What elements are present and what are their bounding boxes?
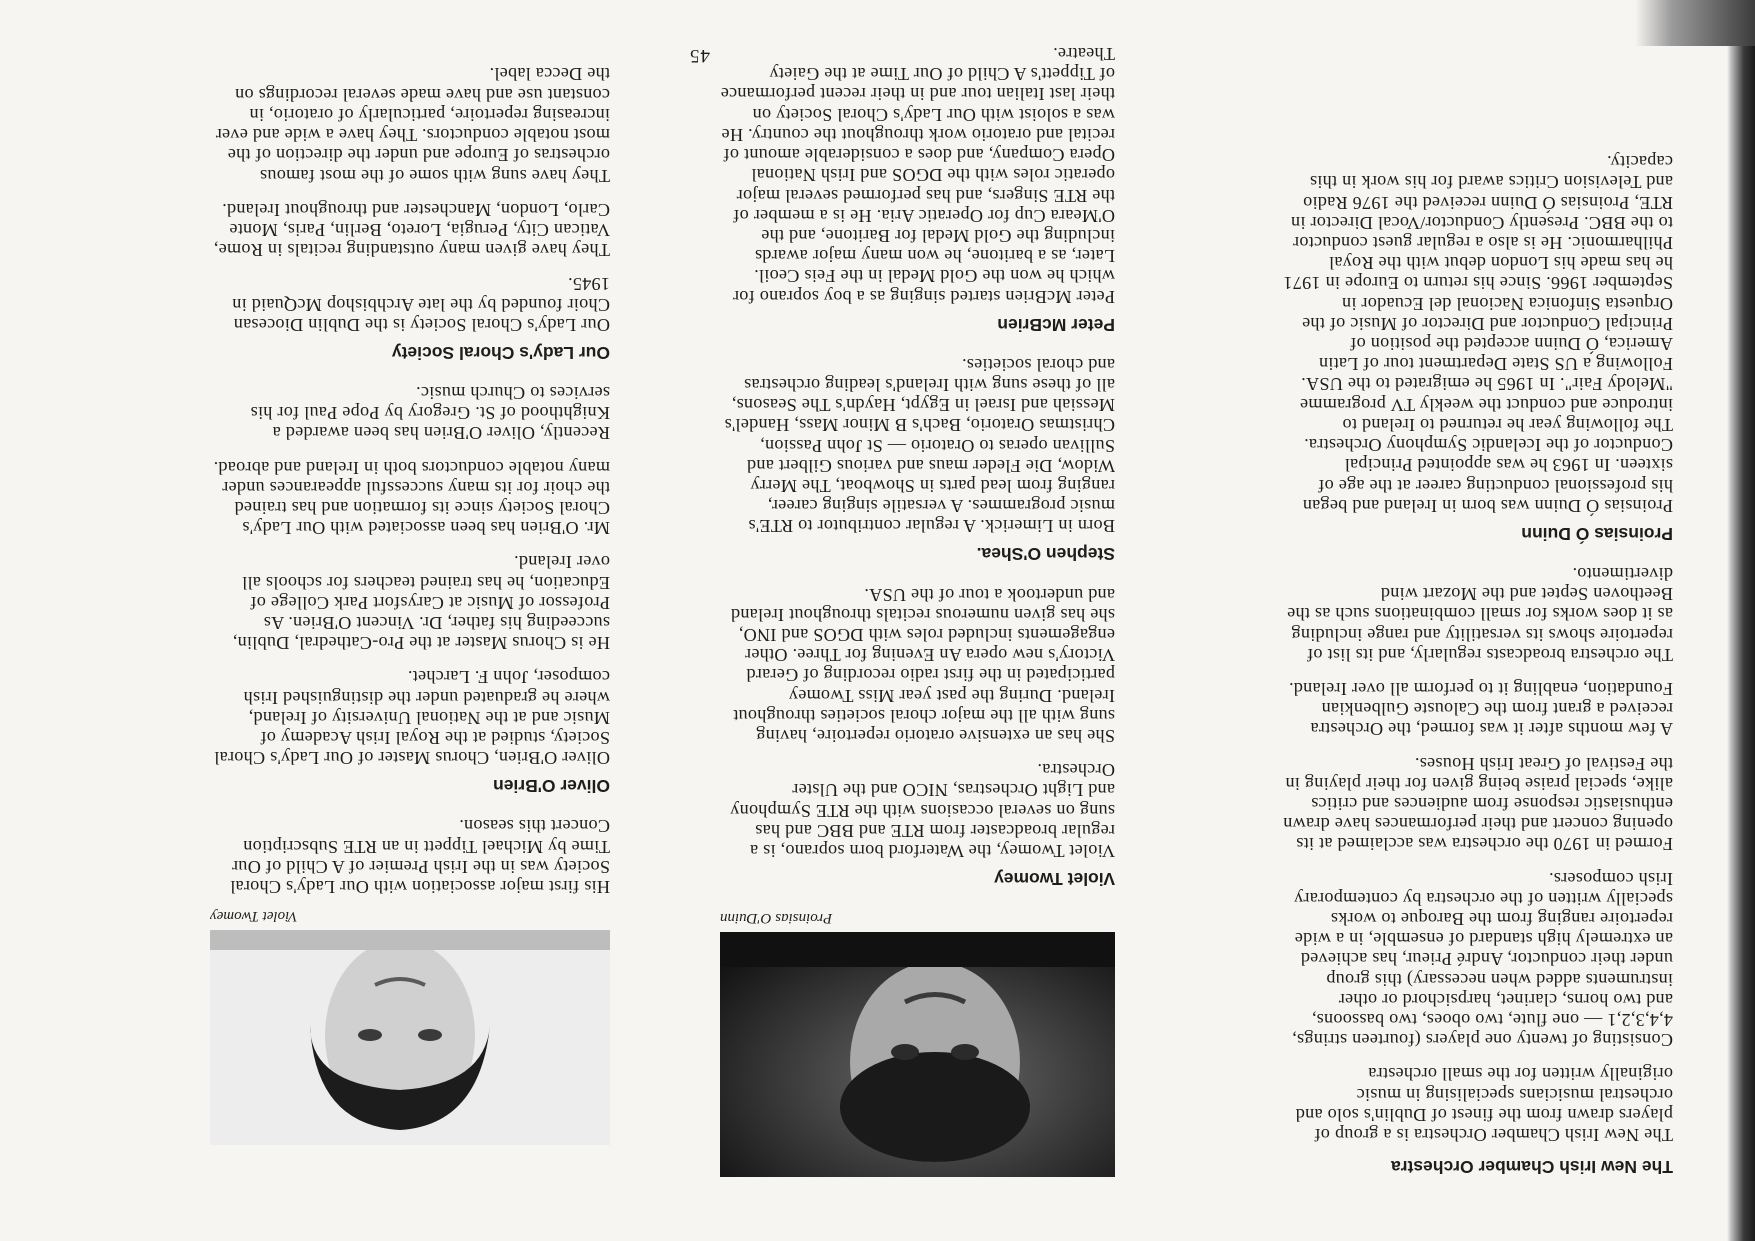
section-title-violet: Violet Twomey	[994, 869, 1115, 889]
paragraph: They have given many outstanding recitals in Rome, Vatican City, Perugia, Loreto, Berlin, Paris, Monte Carlo, London, Manchester and throughout Ireland.	[213, 199, 610, 261]
paragraph: Violet Twomey, the Waterford born soprano, is a regular broadcaster from RTE and BBC and has sung on several occasions with the RTE Symphony and Light Orchestras, NICO and the Ulster Orchestra.	[730, 760, 1115, 861]
paragraph: Mr. O'Brien has been associated with Our Lady's Choral Society since its formation and has trained the choir for its many successful appearances under many notable conductors both in Ireland and abroad.	[213, 457, 610, 539]
portrait-photo-icon	[210, 930, 610, 1145]
section-title-proinsias: Proinsias Ó Duinn	[1521, 523, 1673, 544]
paragraph: The New Irish Chamber Orchestra is a group of players drawn from the finest of Dublin's solo and orchestral musicians specialising in music originally written for the small orchestra	[1295, 1064, 1673, 1145]
binding-gutter	[1727, 0, 1755, 1241]
paragraph: Peter McBrien started singing as a boy soprano for which he won the Gold Medal in the Feis Ceoil. Later, as a baritone, he won many major awards including the Gold Medal for Baritone, and the O'Meara Cup for Operatic Aria. He is a member of the RTE Singers, and has performed several major operatic roles with the DGOS and Irish National Opera Company, and does a considerable amount of recital and oratorio work throughout the country. He was a soloist with Our Lady's Choral Society on their last Italian tour and in their recent performance of Tippett's A Child of Our Time at the Gaiety Theatre.	[720, 44, 1115, 307]
column-choral	[210, 50, 610, 1145]
photo-violet	[210, 930, 610, 1145]
paragraph: Consisting of twenty one players (fourteen strings, 4,4,3,2,1 — one flute, two oboes, two bassoons, and two horns, clarinet, harpsichord or other instruments added when necessary) this group under their conductor, André Prieur, has achieved an extremely high standard of ensemble, in a wide repertoire ranging from the Baroque to works specially written of the orchestra by contemporary Irish composers.	[1292, 868, 1673, 1051]
section-title-peter: Peter McBrien	[997, 314, 1115, 335]
paragraph: Proinsias Ó Duinn was born in Ireland and began his professional conducting career at the age of sixteen. In 1963 he was appointed Principal Conductor of the Icelandic Symphony Orchestra. The following year he returned to Ireland to introduce and conduct the weekly TV programme "Melody Fair". In 1965 he emigrated to the USA. Following a US State Department tour of Latin America, Ó Duinn accepted the position of Principal Conductor and Director of Music of the Orquesta Sinfonica Nacional del Ecuador in September 1966. Since his return to Europe in 1971 he has made his London debut with the Royal Philharmonic. He is also a regular guest conductor to the BBC. Presently Conductor/Vocal Director in RTE, Proinsias Ó Duinn received the 1976 Radio and Television Critics award for his work in this capacity.	[1283, 152, 1673, 516]
paragraph: Formed in 1970 the orchestra was acclaimed at its opening concert and their performances have drawn enthusiastic response from audiences and critics alike, special praise being given for their playing in the Festival of Great Irish Houses.	[1283, 753, 1673, 855]
section-title-oliver: Oliver O'Brien	[493, 776, 610, 797]
portrait-photo-icon	[720, 932, 1115, 1177]
section-title-stephen: Stephen O'Shea.	[976, 544, 1115, 565]
photo-caption: Proinsias O'Duinn	[720, 910, 833, 926]
paragraph: Our Lady's Choral Society is the Dublin Diocesan Choir founded by the late Archbishop McQuaid in 1945.	[232, 274, 610, 335]
section-title-chamber-orchestra: The New Irish Chamber Orchestra	[1390, 1157, 1673, 1177]
paragraph: A few months after it was formed, the Orchestra received a grant from the Calouste Gulbenkian Foundation, enabling it to perform all over Ireland.	[1288, 678, 1673, 740]
paragraph: His first major association with Our Lady's Choral Society was in the Irish Premier of A Child of Our Time by Michael Tippett in an RTE Subscription Concert this season.	[230, 816, 610, 897]
photo-proinsias	[720, 932, 1115, 1177]
paragraph: She has an extensive oratorio repertoire, having sung with all the major choral societies throughout Ireland. During the past year Miss Twomey participated in the first radio recording of Gerard Victory's new opera An Evening for Three. Other engagements included roles with DGOS and INO, she has given numerous recitals throughout Ireland and undertook a tour of the USA.	[730, 584, 1115, 746]
page-number: 45	[689, 45, 710, 66]
paragraph: He is Chorus Master at the Pro-Cathedral, Dublin, succeeding his father, Dr. Vincent O'Brien. As Professor of Music at Carysfort Park College of Education, he has trained teachers for schools all over Ireland.	[232, 552, 610, 654]
column-soloists	[720, 30, 1115, 1177]
paragraph: They have sung with some of the most famous orchestras of Europe and under the direction of the most notable conductors. They have a wide and ever increasing repertoire, particularly of oratorio, in constant use and have made several recordings on the Decca label.	[215, 64, 610, 186]
paragraph: Born in Limerick. A regular contributor to RTE's music programmes. A versatile singing career, ranging from lead parts in Showboat, The Merry Widow, Die Fleder maus and various Gilbert and Sullivan operas to Oratorio — St John Passion, Christmas Oratorio, Bach's B Minor Mass, Handel's Messiah and Israel in Egypt, Haydn's The Seasons, all of these sung with Ireland's leading orchestras and choral societies.	[724, 354, 1115, 537]
paragraph: The orchestra broadcasts regularly, and its list of repertoire shows its versatility and range including as it does works for small combinations such as the Beethoven Septet and the Mozart wind divertimento.	[1286, 563, 1673, 665]
paragraph: Recently, Oliver O'Brien has been awarded a Knighthood of St. Gregory by Pope Paul for his services to Church music.	[250, 382, 610, 444]
page-corner-shadow	[1635, 0, 1755, 46]
section-title-olcs: Our Lady's Choral Society	[391, 342, 610, 363]
photo-caption: Violet Twomey	[210, 908, 298, 924]
column-orchestra	[1283, 138, 1673, 1177]
paragraph: Oliver O'Brien, Chorus Master of Our Lady's Choral Society, studied at the Royal Irish Academy of Music and at the National University of Ireland, where he graduated under the distinguished Irish composer, John F. Larchet.	[214, 667, 610, 769]
